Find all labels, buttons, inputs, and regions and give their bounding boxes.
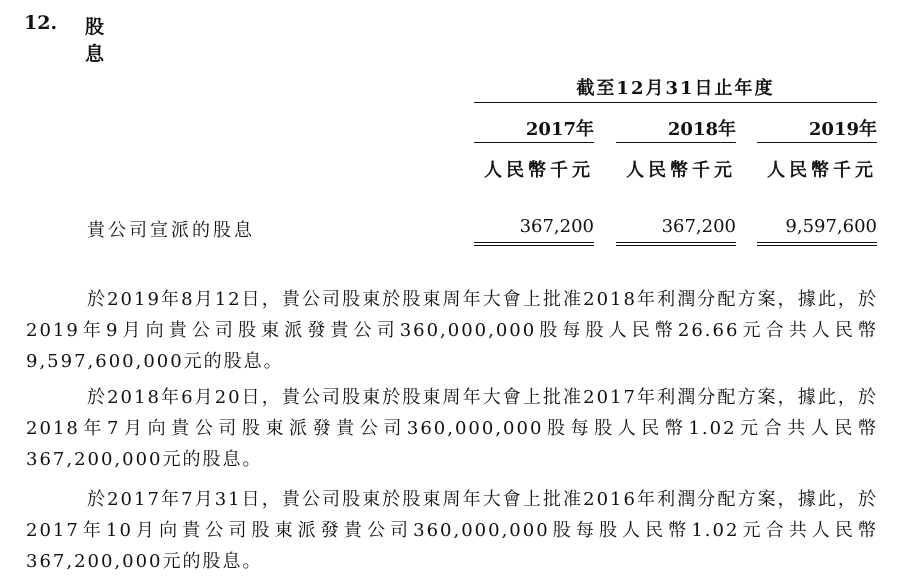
dividend-value-2019: 9,597,600 xyxy=(757,216,877,246)
unit-header-2019: 人民幣千元 xyxy=(767,160,877,181)
dividend-value-2018: 367,200 xyxy=(616,216,736,246)
period-header: 截至12月31日止年度 xyxy=(474,74,877,103)
year-header-2018: 2018年 xyxy=(616,115,736,143)
unit-header-2018: 人民幣千元 xyxy=(626,160,736,181)
section-title: 股息 xyxy=(85,16,109,65)
unit-header-2017: 人民幣千元 xyxy=(484,160,594,181)
dividend-value-2017: 367,200 xyxy=(474,216,594,246)
dividend-row-label: 貴公司宣派的股息 xyxy=(87,220,255,241)
year-header-2019: 2019年 xyxy=(757,115,877,143)
paragraph-2018-dividend: 於2018年6月20日，貴公司股東於股東周年大會上批准2017年利潤分配方案，據此，於2018年7月向貴公司股東派發貴公司360,000,000股每股人民幣1.02元合共人民幣367,200,000元的股息。 xyxy=(26,387,878,470)
section-number: 12. xyxy=(24,12,58,34)
year-header-2017: 2017年 xyxy=(474,115,594,143)
paragraph-2019-dividend: 於2019年8月12日，貴公司股東於股東周年大會上批准2018年利潤分配方案，據此，於2019年9月向貴公司股東派發貴公司360,000,000股每股人民幣26.66元合共人民幣9,597,600,000元的股息。 xyxy=(26,289,878,372)
paragraph-2017-dividend: 於2017年7月31日，貴公司股東於股東周年大會上批准2016年利潤分配方案，據此，於2017年10月向貴公司股東派發貴公司360,000,000股每股人民幣1.02元合共人民幣367,200,000元的股息。 xyxy=(26,489,878,572)
